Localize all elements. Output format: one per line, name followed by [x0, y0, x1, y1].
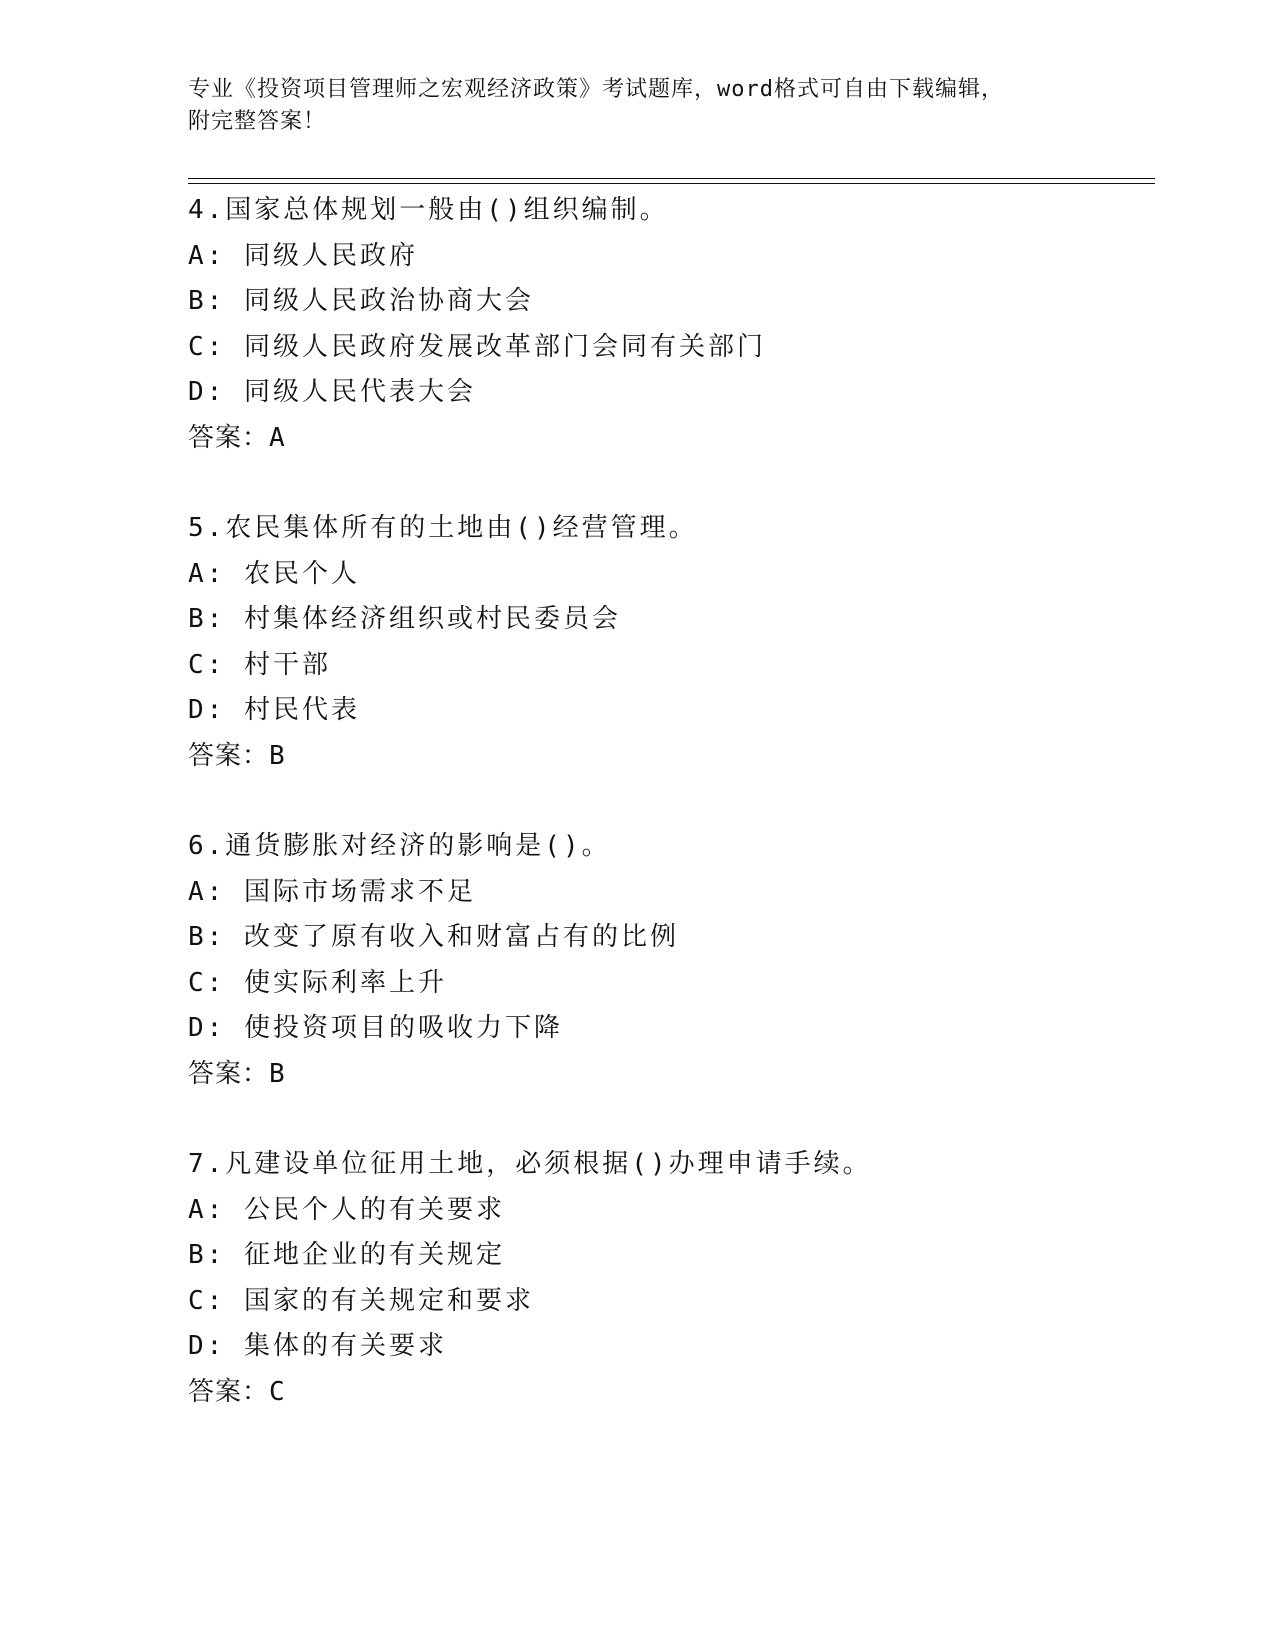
option-a: A: 农民个人 — [188, 558, 360, 589]
answer-line: 答案：C — [188, 1376, 286, 1407]
option-c: C: 村干部 — [188, 649, 331, 680]
header-line-2: 附完整答案！ — [188, 109, 327, 134]
answer-line: 答案：A — [188, 422, 286, 453]
option-d: D: 村民代表 — [188, 695, 360, 725]
option-b: B: 村集体经济组织或村民委员会 — [188, 604, 621, 634]
header-divider-bottom — [188, 183, 1155, 184]
option-c: C: 同级人民政府发展改革部门会同有关部门 — [188, 331, 766, 362]
question-block-7 — [188, 1142, 1148, 1415]
answer-line: 答案：B — [188, 1058, 286, 1089]
question-block-6 — [188, 824, 1148, 1097]
question-stem: 6.通货膨胀对经济的影响是()。 — [188, 831, 611, 861]
question-block-4 — [188, 188, 1148, 461]
header-line-1: 专业《投资项目管理师之宏观经济政策》考试题库，word格式可自由下载编辑， — [188, 77, 1004, 102]
question-stem: 5.农民集体所有的土地由()经营管理。 — [188, 513, 698, 543]
question-block-5 — [188, 506, 1148, 779]
option-b: B: 征地企业的有关规定 — [188, 1240, 505, 1270]
question-stem: 7.凡建设单位征用土地，必须根据()办理申请手续。 — [188, 1149, 872, 1179]
option-a: A: 同级人民政府 — [188, 240, 418, 271]
option-a: A: 公民个人的有关要求 — [188, 1194, 505, 1225]
question-stem: 4.国家总体规划一般由()组织编制。 — [188, 195, 669, 225]
option-b: B: 同级人民政治协商大会 — [188, 286, 534, 316]
option-b: B: 改变了原有收入和财富占有的比例 — [188, 922, 679, 952]
option-a: A: 国际市场需求不足 — [188, 876, 476, 907]
option-d: D: 同级人民代表大会 — [188, 377, 476, 407]
header-divider-top — [188, 178, 1155, 179]
option-c: C: 国家的有关规定和要求 — [188, 1285, 534, 1316]
document-header — [188, 74, 1088, 138]
answer-line: 答案：B — [188, 740, 286, 771]
option-d: D: 集体的有关要求 — [188, 1331, 447, 1361]
option-c: C: 使实际利率上升 — [188, 967, 447, 998]
option-d: D: 使投资项目的吸收力下降 — [188, 1013, 563, 1043]
